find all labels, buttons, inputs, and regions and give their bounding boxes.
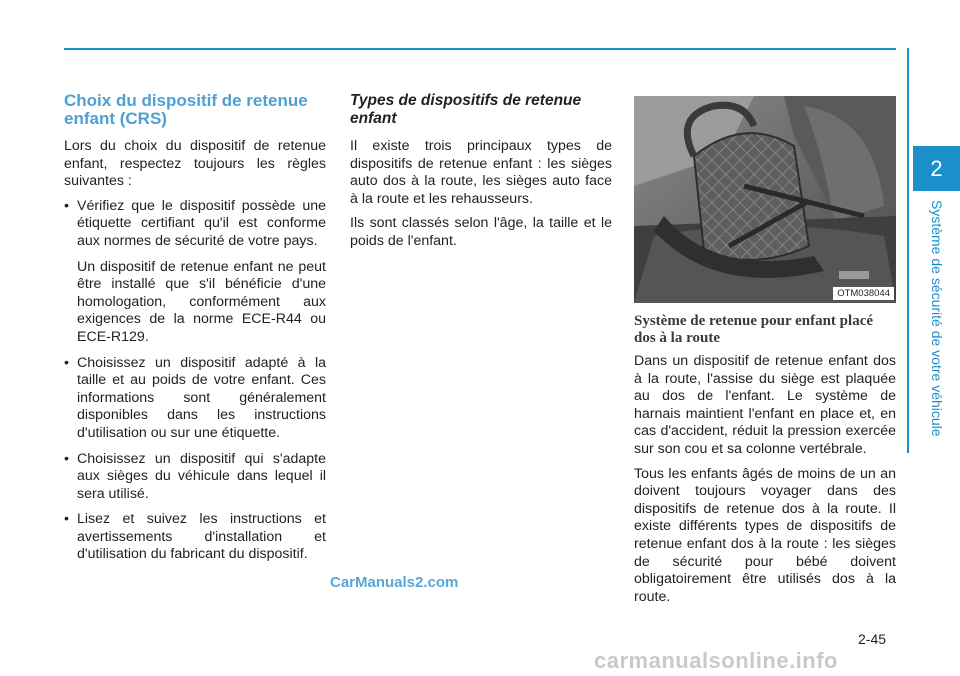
chapter-number-tab: 2: [913, 146, 960, 191]
bullet-icon: •: [64, 511, 69, 528]
intro-paragraph: Lors du choix du dispositif de retenue enfant, respectez toujours les règles suivantes :: [64, 138, 326, 190]
column-right: [634, 96, 896, 613]
list-item-text: Choisissez un dispositif qui s'adapte aux sièges du véhicule dans lequel il sera utilisé.: [77, 450, 326, 502]
column-left: [64, 92, 326, 572]
list-item: [64, 355, 326, 443]
watermark-carmanuals2: CarManuals2.com: [330, 574, 459, 591]
list-item: [64, 198, 326, 347]
list-item-text: Vérifiez que le dispositif possède une étiquette certifiant qu'il est conforme aux normes de sécurité de votre pays.: [77, 197, 326, 249]
page-number: 2-45: [858, 631, 887, 647]
list-item: [64, 511, 326, 564]
bullet-icon: •: [64, 197, 69, 214]
column-middle: [350, 92, 612, 258]
rules-list: [64, 198, 326, 564]
infant-paragraph: Tous les enfants âgés de moins de un an doivent toujours voyager dans des dispositifs de retenue dos à la route. Il existe différents types de dispositifs de retenue enfant dos à la route : les sièges de sécurité pour bébé doivent obligatoirement être utilisés dos à la route.: [634, 465, 896, 605]
types-paragraph: Il existe trois principaux types de dispositifs de retenue enfant : les sièges auto dos à la route, les sièges auto face à la route et les rehausseurs.: [350, 138, 612, 207]
list-item-text: Choisissez un dispositif adapté à la taille et au poids de votre enfant. Ces informations sont généralement disponibles dans les instructions d'utilisation ou sur une étiquette.: [77, 354, 326, 441]
list-item-extra: Un dispositif de retenue enfant ne peut être installé que s'il bénéficie d'une homologation, conformément aux exigences de la norme ECE-R44 ou ECE-R129.: [77, 258, 326, 345]
list-item-text: Lisez et suivez les instructions et avertissements d'installation et d'utilisation du fabricant du dispositif.: [77, 511, 326, 563]
section-heading-crs-types: Types de dispositifs de retenue enfant: [350, 92, 582, 127]
image-reference-code: OTM038044: [833, 287, 894, 300]
bullet-icon: •: [64, 450, 69, 467]
top-rule: [64, 48, 896, 50]
chapter-title: Système de sécurité de votre véhicule: [929, 200, 945, 437]
watermark-carmanualsonline: carmanualsonline.info: [594, 648, 838, 673]
rear-facing-paragraph: Dans un dispositif de retenue enfant dos à la route, l'assise du siège est plaquée au dos de l'enfant. Le système de harnais maintient l'enfant en place et, en cas d'accident, réduit la pression exercée sur son cou et sa colonne vertébrale.: [634, 353, 896, 457]
bullet-icon: •: [64, 354, 69, 371]
subsection-heading-rear-facing: Système de retenue pour enfant placé dos à la route: [634, 313, 874, 346]
classification-paragraph: Ils sont classés selon l'âge, la taille et le poids de l'enfant.: [350, 215, 612, 249]
rear-facing-seat-photo: [634, 96, 896, 303]
list-item: [64, 451, 326, 504]
car-seat-illustration: [634, 96, 896, 303]
section-heading-crs-choice: Choix du dispositif de retenue enfant (CRS): [64, 91, 308, 128]
side-rule: [907, 48, 909, 453]
